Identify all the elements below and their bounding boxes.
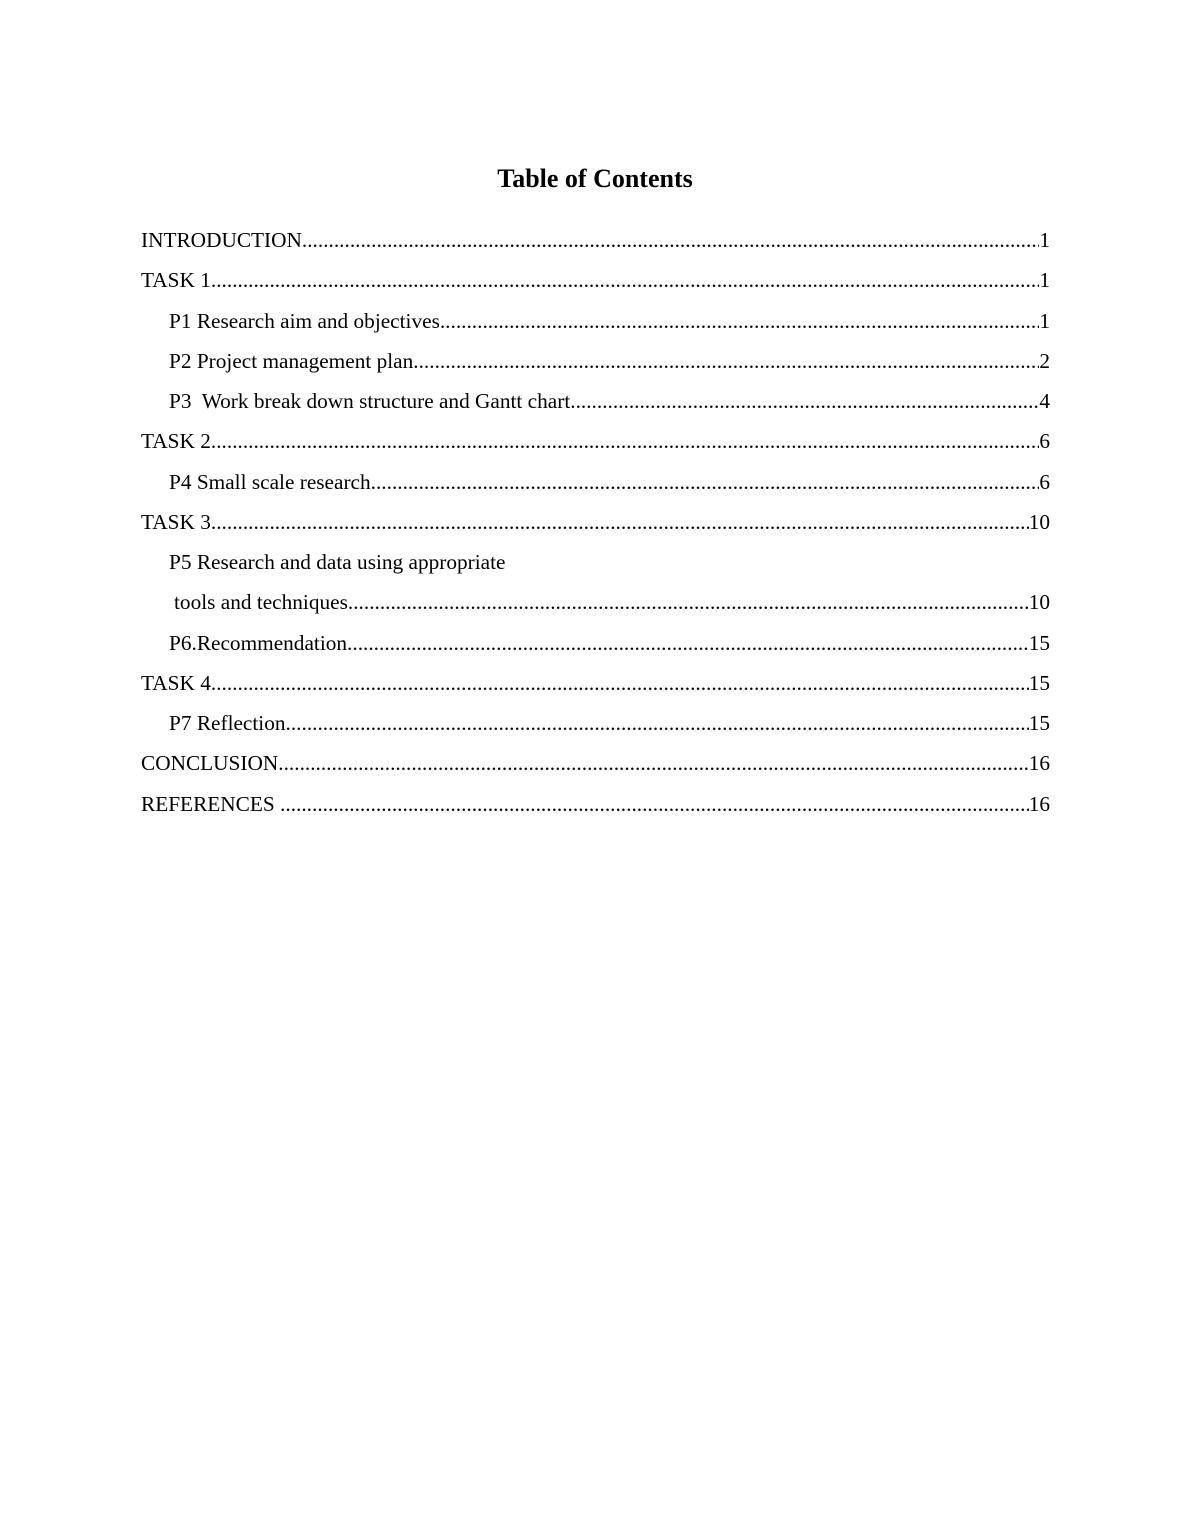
toc-entry-label: P5 Research and data using appropriate (169, 546, 506, 578)
toc-entry-task-2[interactable] (141, 421, 1050, 461)
toc-entry-task-3[interactable] (141, 502, 1050, 542)
toc-entry-p3[interactable] (141, 381, 1050, 421)
toc-entry-references[interactable] (141, 784, 1050, 824)
toc-page-number: 15 (1028, 670, 1050, 695)
toc-entry-label: P7 Reflection (169, 707, 286, 739)
toc-dot-leader (211, 264, 1039, 296)
toc-page-number: 2 (1039, 348, 1050, 373)
toc-dot-leader (278, 747, 1028, 779)
toc-dot-leader (211, 506, 1029, 538)
toc-dot-leader (348, 586, 1029, 618)
toc-entry-p1[interactable] (141, 301, 1050, 341)
toc-entry-conclusion[interactable] (141, 743, 1050, 783)
toc-page-number: 10 (1028, 509, 1050, 534)
toc-entry-label: TASK 2 (141, 425, 211, 457)
toc-dot-leader (440, 305, 1039, 337)
toc-entry-label: REFERENCES (141, 788, 280, 820)
toc-entry-label: P6.Recommendation (169, 627, 347, 659)
toc-dot-leader (302, 224, 1039, 256)
toc-page-number: 15 (1028, 711, 1050, 736)
toc-page-number: 1 (1039, 308, 1050, 333)
toc-page-number: 1 (1039, 228, 1050, 253)
toc-page-number: 10 (1028, 590, 1050, 615)
toc-dot-leader (347, 627, 1029, 659)
toc-entry-label: P2 Project management plan (169, 345, 413, 377)
toc-dot-leader (286, 707, 1029, 739)
toc-entry-label: P3 Work break down structure and Gantt chart (169, 385, 570, 417)
toc-entry-label: TASK 1 (141, 264, 211, 296)
toc-dot-leader (211, 667, 1029, 699)
toc-page-number: 1 (1039, 268, 1050, 293)
toc-page-number: 6 (1039, 429, 1050, 454)
toc-entry-introduction[interactable] (141, 220, 1050, 260)
toc-entry-label: INTRODUCTION (141, 224, 302, 256)
page-title: Table of Contents (497, 164, 693, 193)
toc-entry-label: P4 Small scale research (169, 466, 371, 498)
toc-entry-label: tools and techniques (174, 586, 348, 618)
toc-dot-leader (371, 466, 1040, 498)
toc-dot-leader (211, 425, 1039, 457)
toc-page-number: 15 (1028, 630, 1050, 655)
toc-page-number: 4 (1039, 389, 1050, 414)
toc-page-number: 16 (1028, 791, 1050, 816)
toc-entry-p6[interactable] (141, 623, 1050, 663)
toc-entry-p2[interactable] (141, 341, 1050, 381)
toc-entry-label: TASK 4 (141, 667, 211, 699)
toc-page-number: 6 (1039, 469, 1050, 494)
toc-entry-p5-continued[interactable] (141, 582, 1050, 622)
toc-dot-leader (280, 788, 1029, 820)
toc-dot-leader (413, 345, 1039, 377)
toc-entry-task-1[interactable] (141, 260, 1050, 300)
toc-entry-label: CONCLUSION (141, 747, 278, 779)
toc-dot-leader (570, 385, 1039, 417)
toc-entry-task-4[interactable] (141, 663, 1050, 703)
toc-entry-p7[interactable] (141, 703, 1050, 743)
table-of-contents (141, 220, 1050, 824)
toc-page-number: 16 (1028, 751, 1050, 776)
toc-entry-label: P1 Research aim and objectives (169, 305, 440, 337)
toc-entry-p4[interactable] (141, 462, 1050, 502)
toc-entry-label: TASK 3 (141, 506, 211, 538)
toc-entry-p5[interactable] (141, 542, 1050, 582)
